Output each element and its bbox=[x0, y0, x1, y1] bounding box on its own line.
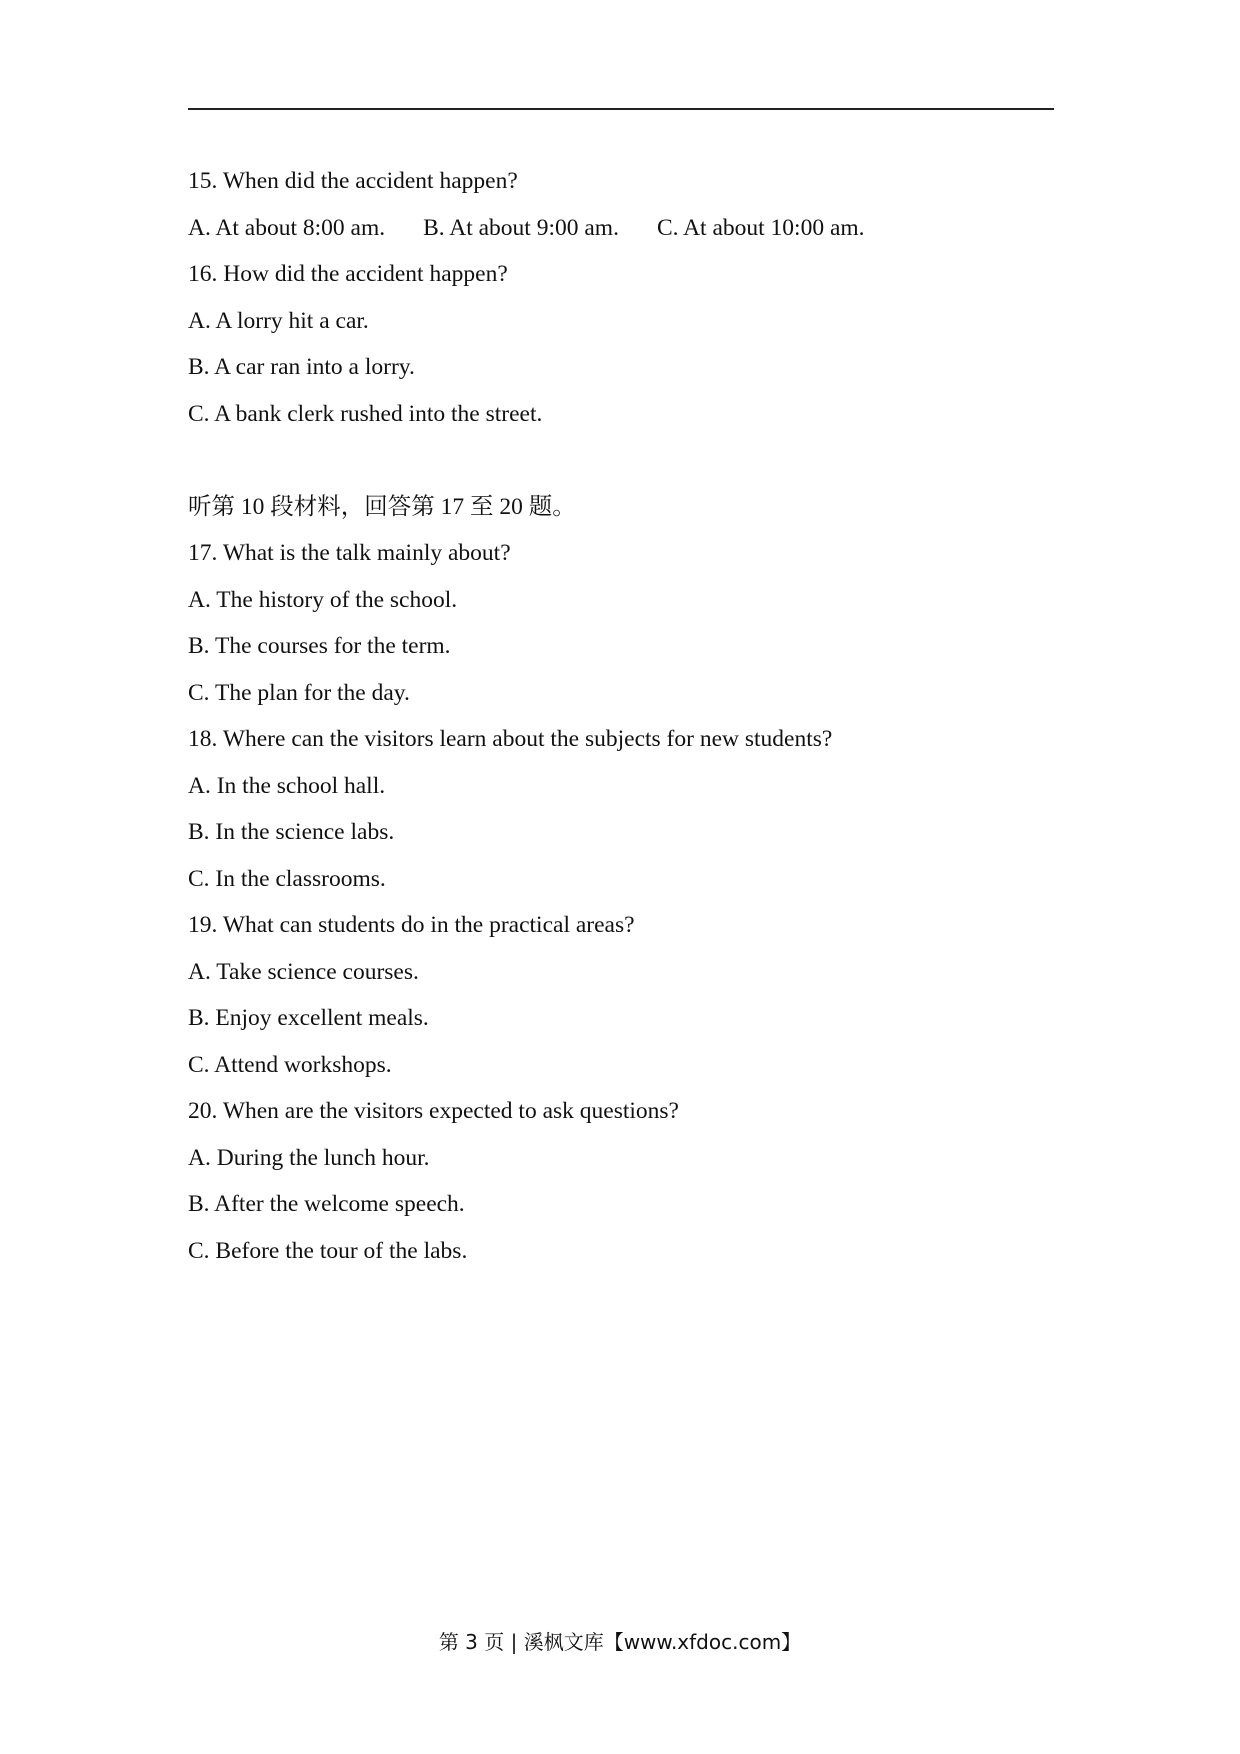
question-20: 20. When are the visitors expected to ask questions? bbox=[188, 1098, 679, 1124]
page-footer: 第 3 页 | 溪枫文库【www.xfdoc.com】 bbox=[438, 1630, 802, 1654]
option-18-c: C. In the classrooms. bbox=[188, 865, 386, 892]
option-16-c: C. A bank clerk rushed into the street. bbox=[188, 400, 543, 427]
option-15-c: C. At about 10:00 am. bbox=[656, 214, 865, 241]
option-20-b: B. After the welcome speech. bbox=[188, 1191, 465, 1217]
header-rule bbox=[188, 108, 1054, 110]
option-17-c: C. The plan for the day. bbox=[188, 679, 410, 706]
option-18-a: A. In the school hall. bbox=[188, 772, 386, 799]
question-15-options bbox=[188, 205, 1054, 252]
option-15-b: B. At about 9:00 am. bbox=[423, 214, 619, 241]
option-16-a: A. A lorry hit a car. bbox=[188, 307, 369, 334]
section-instruction: 听第 10 段材料，回答第 17 至 20 题。 bbox=[188, 493, 576, 520]
page-content bbox=[188, 158, 1054, 1274]
option-19-c: C. Attend workshops. bbox=[188, 1051, 392, 1078]
question-15: 15. When did the accident happen? bbox=[188, 168, 518, 194]
option-17-a: A. The history of the school. bbox=[188, 586, 458, 613]
question-19: 19. What can students do in the practical areas? bbox=[188, 912, 635, 938]
option-17-b: B. The courses for the term. bbox=[188, 633, 451, 659]
question-18: 18. Where can the visitors learn about the subjects for new students? bbox=[188, 726, 833, 752]
blank-line bbox=[188, 437, 1054, 484]
option-20-a: A. During the lunch hour. bbox=[188, 1144, 430, 1171]
option-19-b: B. Enjoy excellent meals. bbox=[188, 1005, 429, 1031]
option-15-a: A. At about 8:00 am. bbox=[188, 214, 386, 241]
option-16-b: B. A car ran into a lorry. bbox=[188, 354, 415, 380]
question-17: 17. What is the talk mainly about? bbox=[188, 540, 511, 566]
question-16: 16. How did the accident happen? bbox=[188, 261, 508, 287]
option-18-b: B. In the science labs. bbox=[188, 819, 395, 845]
option-19-a: A. Take science courses. bbox=[188, 958, 419, 985]
option-20-c: C. Before the tour of the labs. bbox=[188, 1237, 468, 1264]
